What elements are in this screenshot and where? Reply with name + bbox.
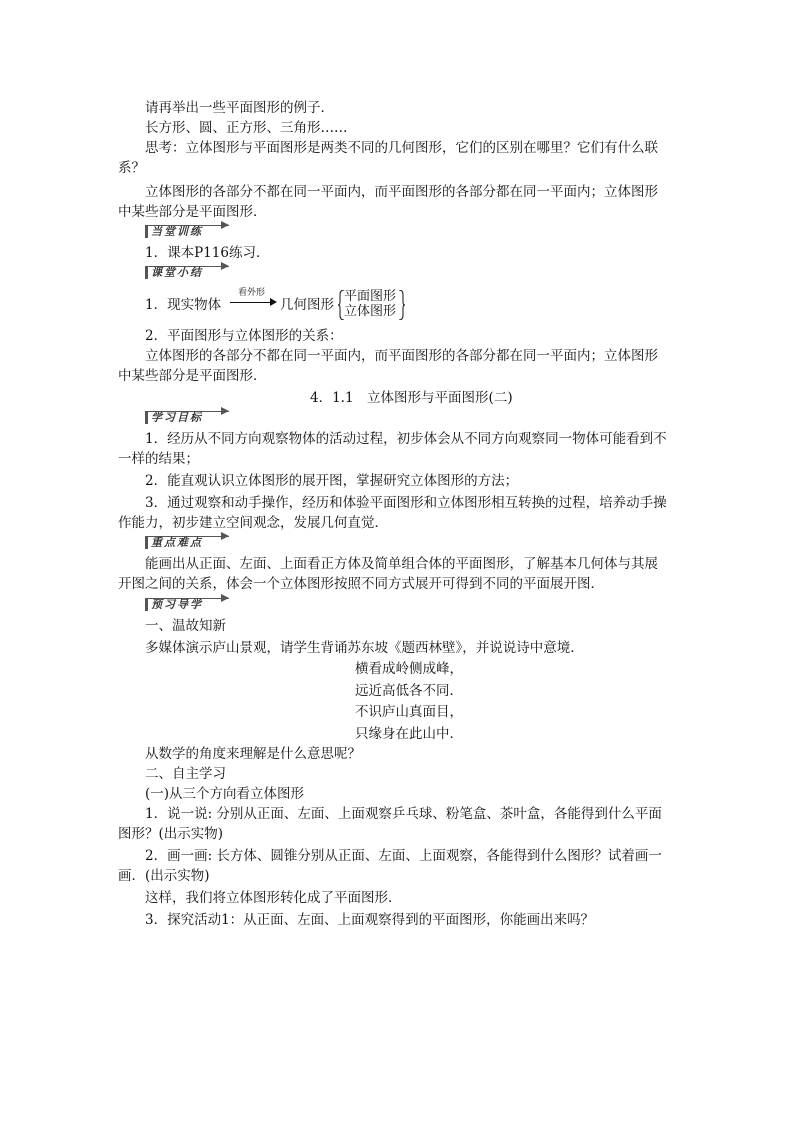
intro-line1: 请再举出一些平面图形的例子． <box>145 100 334 116</box>
relation-line: 立体图形的各部分不都在同一平面内，而平面图形的各部分都在同一平面内；立体图形 <box>145 348 658 364</box>
banner-summary-label: 课堂小结 <box>145 266 209 279</box>
summary-item2: 2．平面图形与立体图形的关系： <box>145 328 343 344</box>
preview-heading-2: 二、自主学习 <box>145 766 226 782</box>
preview-heading-1: 一、温故知新 <box>145 618 226 634</box>
answer-line: 立体图形的各部分不都在同一平面内，而平面图形的各部分都在同一平面内；立体图形 <box>145 184 658 200</box>
poem-line: 横看成岭侧成峰， <box>355 661 463 677</box>
poem-line: 只缘身在此山中． <box>355 726 463 742</box>
summary-geometry: 几何图形 <box>280 297 334 313</box>
goal-3: 3．通过观察和动手操作，经历和体验平面图形和立体图形相互转换的过程，培养动手操 <box>145 495 667 511</box>
practice-item: 1．课本P116练习． <box>145 245 270 261</box>
section-title: 4．1.1 立体图形与平面图形(二) <box>310 390 513 406</box>
banner-goals <box>145 411 229 426</box>
poem-line: 不识庐山真面目， <box>355 704 463 720</box>
goal-1-cont: 一样的结果； <box>118 451 199 467</box>
think-question-cont: 系？ <box>118 160 145 176</box>
banner-preview <box>145 598 229 613</box>
transform-arrow <box>230 289 278 311</box>
step-2-cont: 画．(出示实物) <box>118 868 210 884</box>
step-1: 1．说一说: 分别从正面、左面、上面观察乒乓球、粉笔盒、茶叶盒，各能得到什么平面 <box>145 806 662 822</box>
summary-item1-prefix: 1．现实物体 <box>145 297 222 313</box>
banner-practice-label: 当堂训练 <box>145 225 209 238</box>
brace-item-solid: 立体图形 <box>344 304 397 319</box>
banner-arrow-icon <box>221 262 229 270</box>
conversion-note: 这样，我们将立体图形转化成了平面图形． <box>145 890 402 906</box>
banner-arrow-icon <box>221 221 229 229</box>
brace-items <box>344 289 396 319</box>
goal-3-cont: 作能力，初步建立空间观念，发展几何直觉． <box>118 515 388 531</box>
arrow-shaft <box>230 302 270 303</box>
step-1-cont: 图形？(出示实物) <box>118 826 224 842</box>
intro-line2: 长方形、圆、正方形、三角形…… <box>145 120 348 136</box>
think-question: 思考：立体图形与平面图形是两类不同的几何图形，它们的区别在哪里？它们有什么联 <box>145 140 658 156</box>
banner-goals-label: 学习目标 <box>145 411 209 424</box>
arrow-label: 看外形 <box>238 288 266 298</box>
preview-heading-3: (一)从三个方向看立体图形 <box>145 786 305 802</box>
key-line: 能画出从正面、左面、上面看正方体及简单组合体的平面图形，了解基本几何体与其展 <box>145 556 658 572</box>
banner-practice <box>145 225 229 240</box>
brace-item-plane: 平面图形 <box>344 289 397 304</box>
arrow-right-icon <box>270 298 277 306</box>
answer-line-cont: 中某些部分是平面图形． <box>118 204 267 220</box>
poem-line: 远近高低各不同． <box>355 683 463 699</box>
key-line-cont: 开图之间的关系，体会一个立体图形按照不同方式展开可得到不同的平面展开图． <box>118 576 604 592</box>
step-3: 3．探究活动1：从正面、左面、上面观察得到的平面图形，你能画出来吗？ <box>145 912 595 928</box>
banner-arrow-icon <box>221 594 229 602</box>
math-question: 从数学的角度来理解是什么意思呢？ <box>145 746 361 762</box>
right-brace-icon <box>399 290 405 320</box>
banner-arrow-icon <box>221 532 229 540</box>
banner-key-label: 重点难点 <box>145 536 209 549</box>
goal-2: 2．能直观认识立体图形的展开图，掌握研究立体图形的方法； <box>145 473 519 489</box>
step-2: 2．画一画: 长方体、圆锥分别从正面、左面、上面观察，各能得到什么图形？试着画一 <box>145 848 662 864</box>
banner-summary <box>145 266 229 281</box>
preview-intro: 多媒体演示庐山景观，请学生背诵苏东坡《题西林壁》，并说说诗中意境． <box>145 640 584 656</box>
banner-key <box>145 536 229 551</box>
goal-1: 1．经历从不同方向观察物体的活动过程，初步体会从不同方向观察同一物体可能看到不 <box>145 431 667 447</box>
relation-line-cont: 中某些部分是平面图形． <box>118 368 267 384</box>
banner-preview-label: 预习导学 <box>145 598 209 611</box>
banner-arrow-icon <box>221 407 229 415</box>
